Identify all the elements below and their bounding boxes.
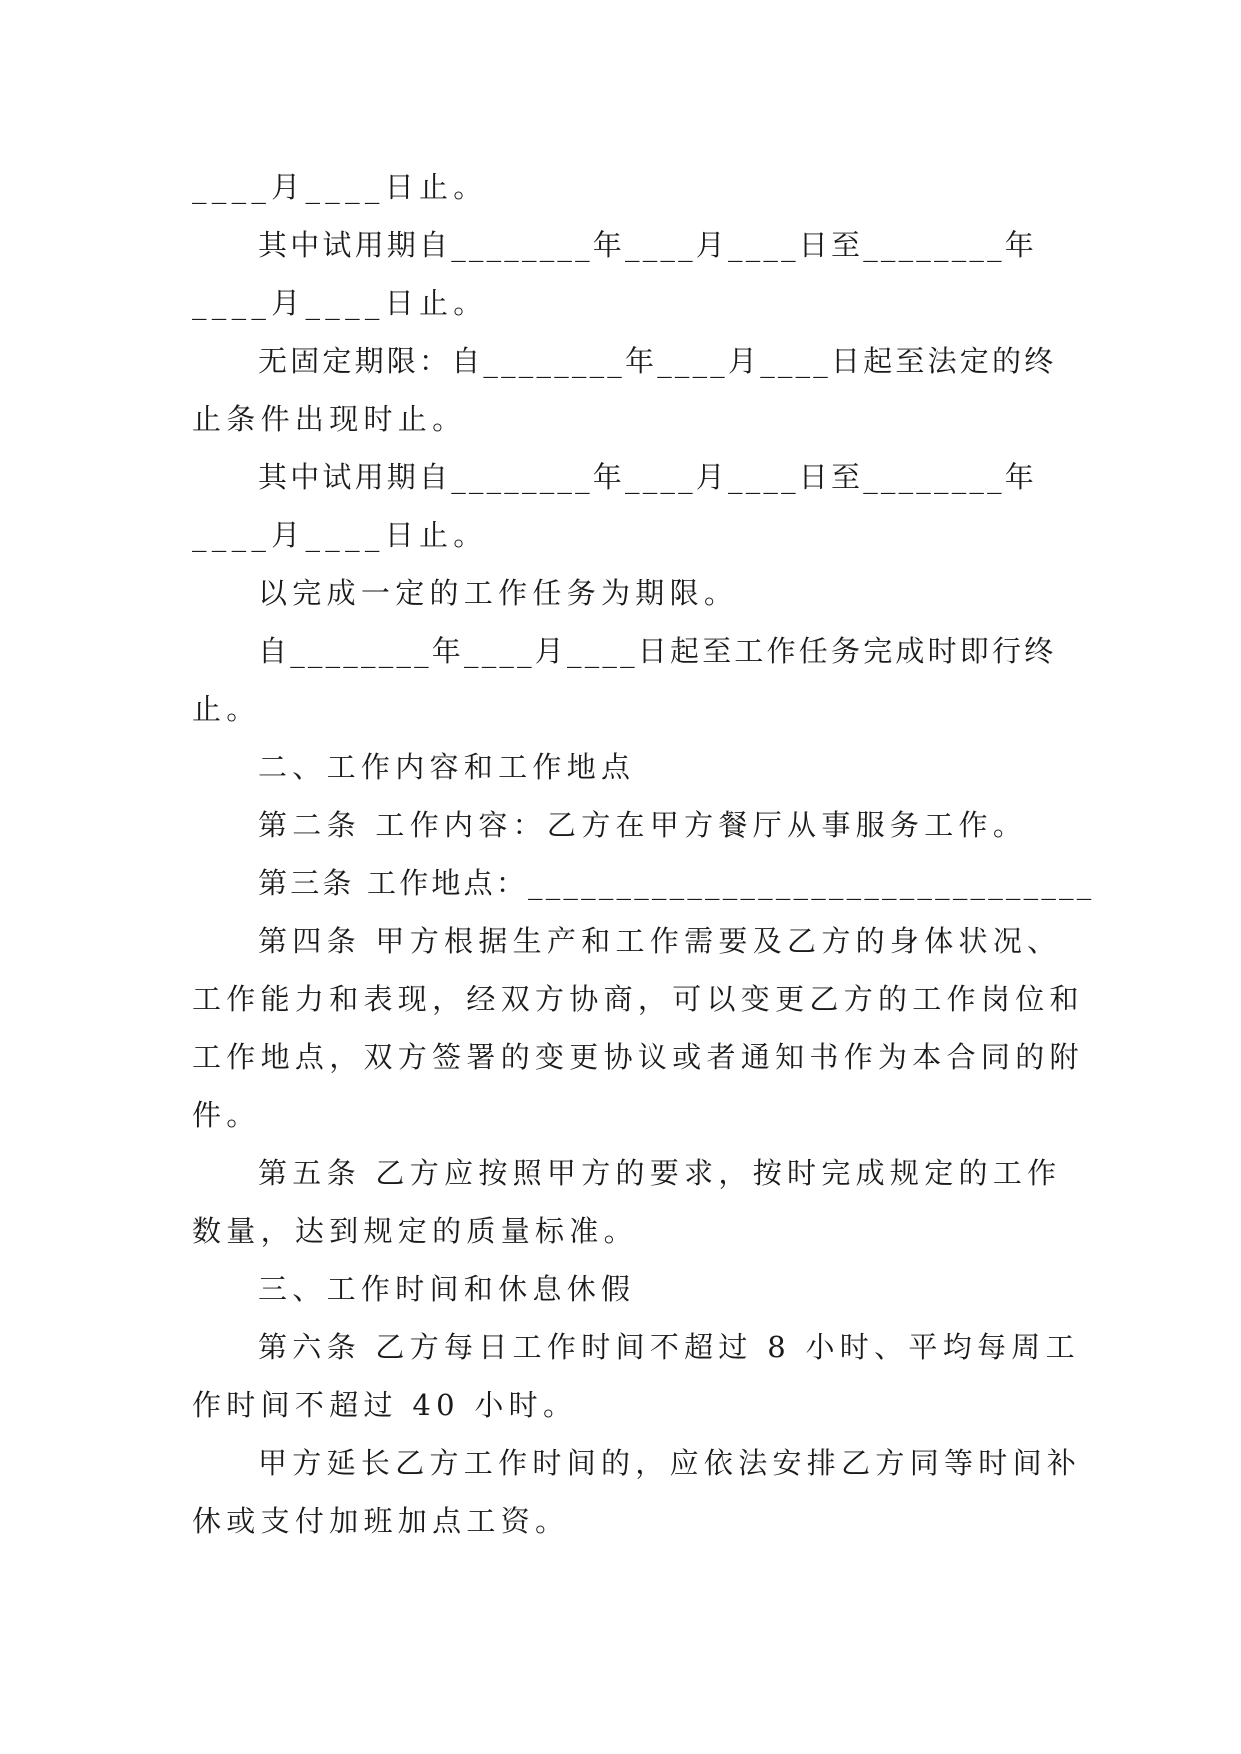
text-line: 止条件出现时止。 [192,402,467,436]
text-line: 以完成一定的工作任务为期限。 [258,576,739,610]
contract-text-body [192,158,1095,1550]
text-line: 止。 [192,692,261,726]
section-heading: 二、工作内容和工作地点 [258,750,636,784]
text-line: 第五条 乙方应按照甲方的要求，按时完成规定的工作 [258,1156,1062,1190]
section-heading: 三、工作时间和休息休假 [258,1272,636,1306]
text-line: ____月____日止。 [192,286,488,320]
text-line: 自________年____月____日起至工作任务完成时即行终 [258,634,1057,668]
text-line: 工作地点，双方签署的变更协议或者通知书作为本合同的附 [192,1040,1084,1074]
text-line: 休或支付加班加点工资。 [192,1504,570,1538]
text-line: 其中试用期自________年____月____日至________年 [258,460,1038,494]
text-line: ____月____日止。 [192,518,488,552]
text-line: 件。 [192,1098,261,1132]
text-line: 无固定期限：自________年____月____日起至法定的终 [258,344,1057,378]
text-line: 其中试用期自________年____月____日至________年 [258,228,1038,262]
text-line: 甲方延长乙方工作时间的，应依法安排乙方同等时间补 [258,1446,1082,1480]
text-line: 第六条 乙方每日工作时间不超过 8 小时、平均每周工 [258,1330,1080,1364]
text-line: 第三条 工作地点：________________________________ [258,866,1095,900]
text-line: 第四条 甲方根据生产和工作需要及乙方的身体状况、 [258,924,1062,958]
text-line: 工作能力和表现，经双方协商，可以变更乙方的工作岗位和 [192,982,1084,1016]
text-line: 数量，达到规定的质量标准。 [192,1214,638,1248]
text-line: ____月____日止。 [192,170,488,204]
text-line: 第二条 工作内容：乙方在甲方餐厅从事服务工作。 [258,808,1028,842]
text-line: 作时间不超过 40 小时。 [192,1388,578,1422]
